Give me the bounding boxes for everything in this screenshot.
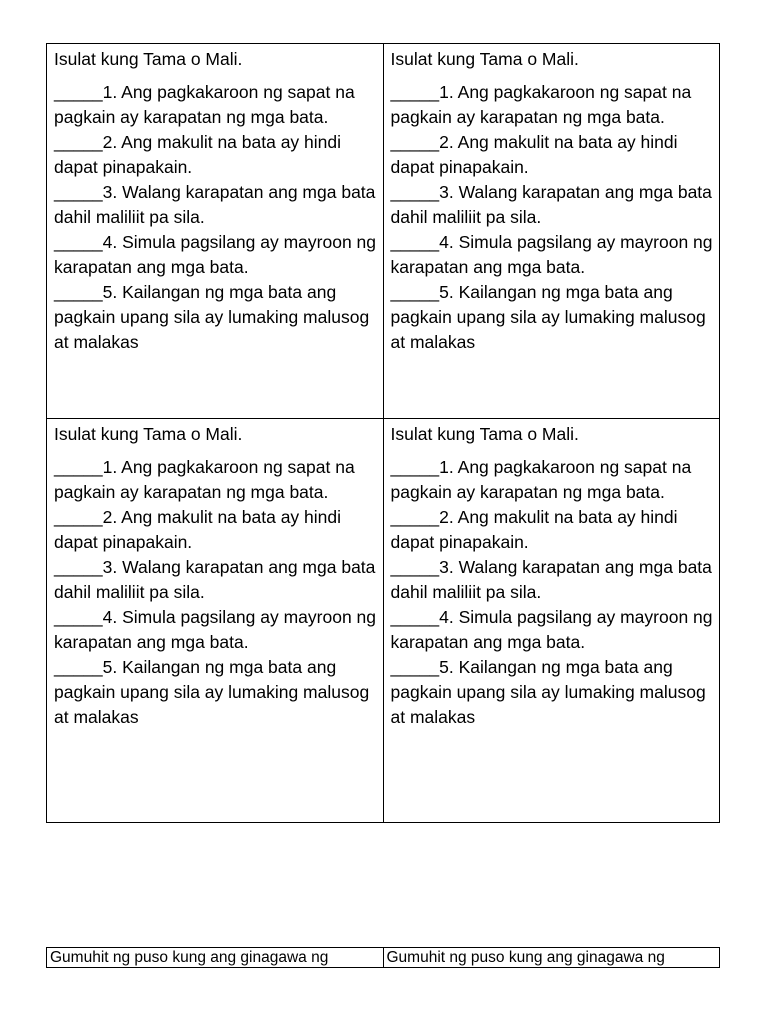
card-heading: Isulat kung Tama o Mali. — [390, 49, 579, 69]
worksheet-row — [47, 419, 720, 823]
card-item-5: _____5. Kailangan ng mga bata ang pagkain upang sila ay lumaking malusog at malakas — [54, 282, 370, 352]
card-item-1: _____1. Ang pagkakaroon ng sapat na pagkain ay karapatan ng mga bata. — [54, 457, 355, 502]
card-heading: Isulat kung Tama o Mali. — [54, 49, 243, 69]
card-item-2: _____2. Ang makulit na bata ay hindi dapat pinapakain. — [54, 132, 342, 177]
card-item-3: _____3. Walang karapatan ang mga bata dahil maliliit pa sila. — [390, 182, 712, 227]
bottom-strip — [46, 947, 720, 968]
card-item-2: _____2. Ang makulit na bata ay hindi dapat pinapakain. — [390, 507, 678, 552]
card-item-4: _____4. Simula pagsilang ay mayroon ng karapatan ang mga bata. — [390, 607, 713, 652]
card-item-3: _____3. Walang karapatan ang mga bata dahil maliliit pa sila. — [390, 557, 712, 602]
card-heading: Isulat kung Tama o Mali. — [390, 424, 579, 444]
card-item-5: _____5. Kailangan ng mga bata ang pagkain upang sila ay lumaking malusog at malakas — [390, 657, 706, 727]
worksheet-card — [383, 419, 720, 823]
worksheet-row — [47, 44, 720, 419]
worksheet-card — [47, 44, 384, 419]
card-item-3: _____3. Walang karapatan ang mga bata dahil maliliit pa sila. — [54, 182, 376, 227]
card-item-5: _____5. Kailangan ng mga bata ang pagkain upang sila ay lumaking malusog at malakas — [390, 282, 706, 352]
worksheet-card — [383, 44, 720, 419]
card-item-1: _____1. Ang pagkakaroon ng sapat na pagkain ay karapatan ng mga bata. — [390, 82, 692, 127]
card-item-5: _____5. Kailangan ng mga bata ang pagkain upang sila ay lumaking malusog at malakas — [54, 657, 370, 727]
bottom-strip-left: Gumuhit ng puso kung ang ginagawa ng — [47, 948, 384, 968]
card-item-2: _____2. Ang makulit na bata ay hindi dapat pinapakain. — [390, 132, 678, 177]
worksheet-grid — [46, 43, 720, 823]
card-item-3: _____3. Walang karapatan ang mga bata dahil maliliit pa sila. — [54, 557, 376, 602]
card-item-1: _____1. Ang pagkakaroon ng sapat na pagkain ay karapatan ng mga bata. — [54, 82, 355, 127]
bottom-strip-row — [47, 948, 720, 968]
bottom-strip-right: Gumuhit ng puso kung ang ginagawa ng — [383, 948, 720, 968]
card-item-2: _____2. Ang makulit na bata ay hindi dapat pinapakain. — [54, 507, 342, 552]
card-item-4: _____4. Simula pagsilang ay mayroon ng karapatan ang mga bata. — [54, 232, 377, 277]
card-item-4: _____4. Simula pagsilang ay mayroon ng karapatan ang mga bata. — [390, 232, 713, 277]
card-item-4: _____4. Simula pagsilang ay mayroon ng karapatan ang mga bata. — [54, 607, 377, 652]
worksheet-card — [47, 419, 384, 823]
card-heading: Isulat kung Tama o Mali. — [54, 424, 243, 444]
card-item-1: _____1. Ang pagkakaroon ng sapat na pagkain ay karapatan ng mga bata. — [390, 457, 692, 502]
